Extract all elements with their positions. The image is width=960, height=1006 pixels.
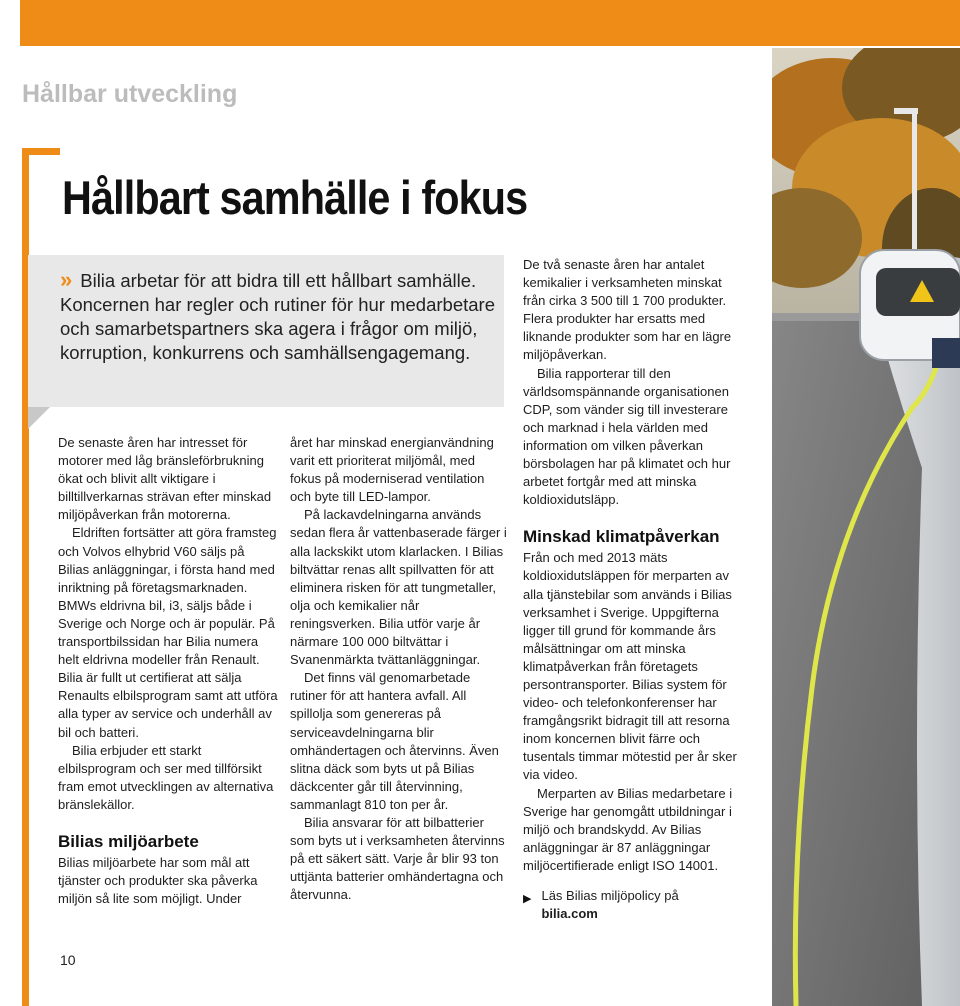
col2-paragraph-2: På lackavdelningarna används sedan flera år vattenbaserade färger i alla lackskikt utom klarlacken. I Bilias biltvättar renas allt spillvatten för att eliminera risken för att tungmetaller, olja och kemikalier når reningsverken. Bilia utför varje år närmare 100 000 biltvättar i Svanenmärkta tvättanläggningar. (290, 507, 507, 668)
col3-paragraph-4: Merparten av Bilias medarbetare i Sverige har genomgått utbildningar i miljö och brandskydd. Av Bilias anläggningar är 87 anläggningar miljöcertifierade enligt ISO 14001. (523, 785, 733, 873)
double-chevron-icon: » (60, 267, 69, 292)
col2-paragraph-3: Det finns väl genomarbetade rutiner för att hantera avfall. All spillolja som genereras på serviceavdelningarna blir omhändertagen och återvinns. Även slitna däck som byts ut på Bilias däckcenter går till återvinning, sammanlagt 810 ton per år. (290, 670, 499, 812)
col1-paragraph-1: De senaste åren har intresset för motorer med låg bränsleförbrukning ökat och blivit allt viktigare i billtillverkarnas strävan efter minskad miljöpåverkan från motorerna. (58, 435, 272, 523)
top-accent-bar (20, 0, 960, 46)
col2-paragraph-4: Bilia ansvarar för att bilbatterier som byts ut i verksamheten återvinns på ett säkert sätt. Varje år blir 93 ton uttjänta batterier omhändertagna och återvunna. (290, 814, 505, 903)
column-1 (58, 434, 278, 908)
column-2 (290, 434, 508, 904)
column-3 (523, 256, 741, 923)
policy-link-url[interactable]: bilia.com (541, 906, 598, 922)
col3-paragraph-1: De två senaste åren har antalet kemikalier i verksamheten minskat från cirka 3 500 till 1 700 produkter. Flera produkter har ersatts med liknande produkter som har en lägre miljöpåverkan. (523, 257, 732, 363)
col3-heading: Minskad klimatpåverkan (523, 527, 720, 547)
policy-link[interactable] (523, 887, 741, 923)
ingress-body: Bilia arbetar för att bidra till ett hållbart samhälle. Koncernen har regler och rutiner för hur medarbetare och samarbetspartners ska agera i frågor om miljö, korruption, konkurrens och samhällsengagemang. (60, 270, 495, 363)
ev-charging-photo (772, 48, 960, 1006)
ingress-fold (28, 407, 50, 429)
col2-paragraph-1: året har minskad energianvändning varit ett prioriterat miljömål, med fokus på moderniserad ventilation och byte till LED-lampor. (290, 435, 494, 505)
col1-paragraph-3: Bilia erbjuder ett starkt elbilsprogram och ser med tillförsikt fram emot utvecklingen av alternativa bränslekällor. (58, 742, 274, 812)
ingress-text (60, 268, 500, 365)
section-label: Hållbar utveckling (22, 80, 238, 108)
col3-paragraph-3: Från och med 2013 mäts koldioxidutsläppen för merparten av alla tjänstebilar som används i Bilias verksamhet i Sverige. Uppgifterna ligger till grund för kommande års målsättningar om att minska klimatpåverkan från företagets persontransporter. Bilias system för video- och telefonkonferenser har framgångsrikt bidragit till att resorna inom koncernen blivit färre och tusentals timmar mötestid per år sker via video. (523, 550, 737, 783)
policy-link-label: Läs Bilias miljöpolicy på (541, 888, 679, 903)
col3-paragraph-2: Bilia rapporterar till den världsomspännande organisationen CDP, som vänder sig till investerare och marknad i hela världen med information om vilken påverkan börsbolagen har på klimatet och hur arbetet fortgår med att minska koldioxidutsläpp. (523, 365, 731, 508)
page-title: Hållbart samhälle i fokus (62, 171, 528, 224)
col1-heading: Bilias miljöarbete (58, 831, 199, 851)
triangle-right-icon: ▶ (523, 893, 532, 905)
col1-paragraph-2: Eldriften fortsätter att göra framsteg och Volvos elhybrid V60 säljs på Bilias anläggningar, i första hand med inriktning på företagsmarknaden. BMWs eldrivna bil, i3, säljs både i Sverige och Norge och är populär. På transportbilssidan har Bilia numera helt eldrivna modeller från Renault. Bilia är fullt ut certifierat att sälja Renaults elbilsprogram samt att utföra alla typer av service och underhåll av bil och batteri. (58, 525, 278, 740)
col1-paragraph-4: Bilias miljöarbete har som mål att tjänster och produkter ska påverka miljön så lite som möjligt. Under (58, 854, 258, 907)
policy-link-text[interactable] (541, 887, 678, 923)
page-number: 10 (60, 952, 76, 968)
accent-bracket-horizontal (22, 148, 60, 155)
